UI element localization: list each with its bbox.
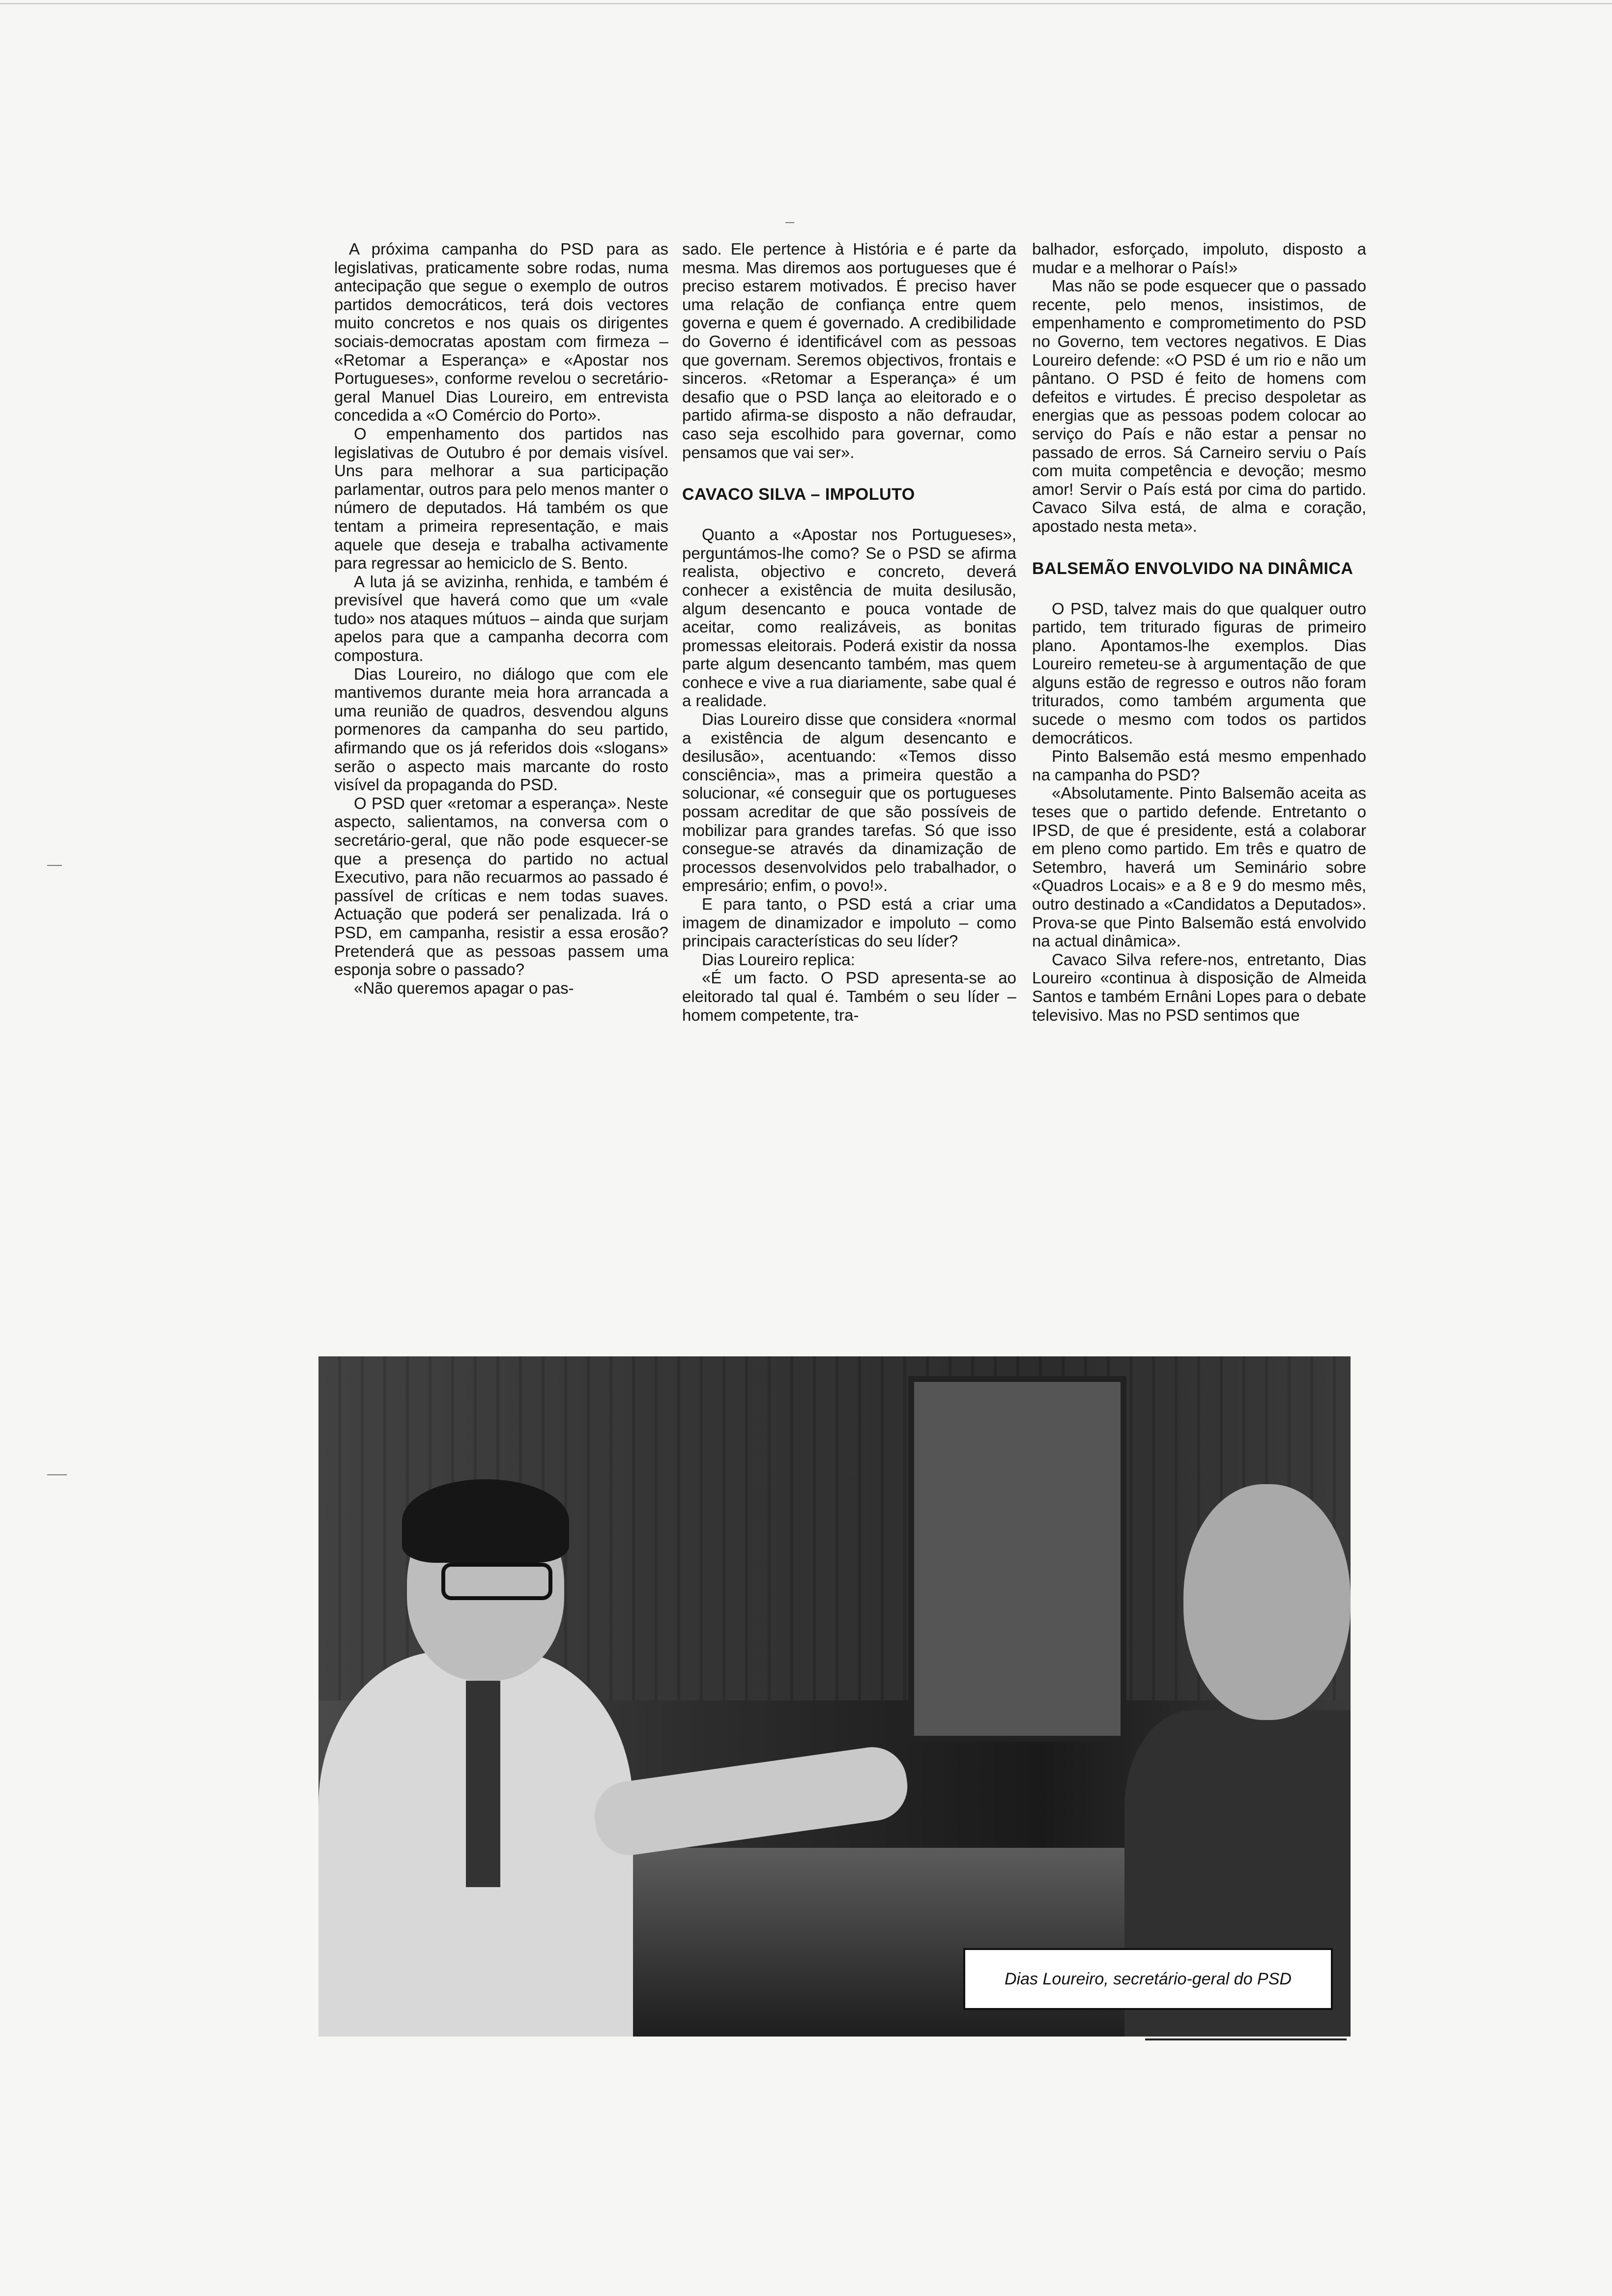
section-heading: BALSEMÃO ENVOLVIDO NA DINÂMICA (1032, 559, 1353, 578)
article-paragraph: «Absolutamente. Pinto Balsemão aceita as teses que o partido defende. Entretanto o IPSD, de que é presidente, está a colaborar em pleno como partido. Em três e quatro de Setembro, haverá um Seminário sobre «Quadros Locais» e a 8 e 9 do mesmo mês, outro destinado a «Candidatos a Deputados». Prova-se que Pinto Balsemão está envolvido na actual dinâmica». (1032, 784, 1366, 950)
article-column-3 (1032, 240, 1366, 1024)
article-column-2 (682, 240, 1016, 1024)
article-paragraph: Mas não se pode esquecer que o passado recente, pelo menos, insistimos, de empenhamento e comprometimento do PSD no Governo, tem vectores negativos. E Dias Loureiro defende: «O PSD é um rio e não um pântano. O PSD é feito de homens com defeitos e virtudes. É preciso despoletar as energias que as pessoas podem colocar ao serviço do País e não estar a pensar no passado de erros. Sá Carneiro serviu o País com muita competência e devoção; mesmo amor! Servir o País está por cima do partido. Cavaco Silva está, de alma e coração, apostado nesta meta». (1032, 277, 1366, 535)
photo-caption: Dias Loureiro, secretário-geral do PSD (963, 1948, 1333, 2010)
article-paragraph: O PSD, talvez mais do que qualquer outro partido, tem triturado figuras de primeiro plano. Apontamos-lhe exemplos. Dias Loureiro remeteu-se à argumentação de que alguns estão de regresso e outros não foram triturados, como também argumenta que sucede o mesmo com todos os partidos democráticos. (1032, 599, 1366, 747)
article-paragraph: E para tanto, o PSD está a criar uma imagem de dinamizador e impoluto – como principais características do seu líder? (682, 895, 1016, 950)
article-paragraph: O empenhamento dos partidos nas legislativas de Outubro é por demais visível. Uns para melhorar a sua participação parlamentar, outros para pelo menos manter o número de deputados. Há também os que tentam a primeira representação, e mais aquele que deseja e trabalha activamente para regressar ao hemiciclo de S. Bento. (334, 424, 668, 573)
article-paragraph: Quanto a «Apostar nos Portugueses», perguntámos-lhe como? Se o PSD se afirma realista, objectivo e concreto, deverá conhecer a existência de muita desilusão, algum desencanto e pouca vontade de aceitar, como realizáveis, as bonitas promessas eleitorais. Poderá existir da nossa parte algum desencanto também, mas quem conhece e vive a rua diariamente, sabe qual é a realidade. (682, 525, 1016, 710)
article-paragraph: A luta já se avizinha, renhida, e também é previsível que haverá como que um «vale tudo» nos ataques mútuos – ainda que surjam apelos para que a campanha decorra com compostura. (334, 572, 668, 665)
margin-mark (47, 865, 62, 866)
photo-person-right-head (1183, 1484, 1351, 1720)
photo-glasses (441, 1563, 552, 1600)
article-paragraph: Pinto Balsemão está mesmo empenhado na campanha do PSD? (1032, 747, 1366, 784)
article-paragraph: O PSD quer «retomar a esperança». Neste aspecto, salientamos, na conversa com o secretário-geral, que não pode esquecer-se que a presença do partido no actual Executivo, para não recuarmos ao passado é passível de críticas e nem todas suaves. Actuação que poderá ser penalizada. Irá o PSD, em campanha, resistir a essa erosão? Pretenderá que as pessoas passem uma esponja sobre o passado? (334, 794, 668, 979)
article-paragraph: «É um facto. O PSD apresenta-se ao eleitorado tal qual é. Também o seu líder – homem competente, tra- (682, 969, 1016, 1024)
article-paragraph: Cavaco Silva refere-nos, entretanto, Dias Loureiro «continua à disposição de Almeida Santos e também Ernâni Lopes para o debate televisivo. Mas no PSD sentimos que (1032, 950, 1366, 1024)
article-paragraph: sado. Ele pertence à História e é parte da mesma. Mas diremos aos portugueses que é preciso estarem motivados. É preciso haver uma relação de confiança entre quem governa e quem é governado. A credibilidade do Governo é identificável com as pessoas que governam. Seremos objectivos, frontais e sinceros. «Retomar a Esperança» é um desafio que o PSD lança ao eleitorado e o partido afirma-se disposto a não defraudar, caso seja escolhido para governar, como pensamos que vai ser». (682, 240, 1016, 461)
top-edge-rule (0, 3, 1612, 4)
article-paragraph: A próxima campanha do PSD para as legislativas, praticamente sobre rodas, numa antecipação que segue o exemplo de outros partidos democráticos, terá dois vectores muito concretos e nos quais os dirigentes sociais-democratas apostam com firmeza – «Retomar a Esperança» e «Apostar nos Portugueses», conforme revelou o secretário-geral Manuel Dias Loureiro, em entrevista concedida a «O Comércio do Porto». (334, 240, 668, 425)
photo-person-left-hair (402, 1479, 569, 1563)
section-heading: CAVACO SILVA – IMPOLUTO (682, 485, 915, 504)
photo-bottom-rule (1145, 2038, 1347, 2040)
article-paragraph: Dias Loureiro, no diálogo que com ele mantivemos durante meia hora arrancada a uma reunião de quadros, desvendou alguns pormenores da campanha do seu partido, afirmando que os já referidos dois «slogans» serão o aspecto mais marcante do rosto visível da propaganda do PSD. (334, 664, 668, 794)
margin-mark (47, 1474, 67, 1475)
article-paragraph: «Não queremos apagar o pas- (354, 978, 574, 997)
margin-mark (785, 222, 794, 223)
photo-person-left-tie (466, 1681, 500, 1887)
article-paragraph: Dias Loureiro disse que considera «normal a existência de algum desencanto e desilusão», acentuando: «Temos disso consciência», mas a primeira questão a solucionar, «é conseguir que os portugueses possam acreditar de que são possíveis de mobilizar para grandes tarefas. Só que isso consegue-se através da dinamização de processos desenvolvidos pelo trabalhador, o empresário; enfim, o povo!». (682, 710, 1016, 895)
article-paragraph: balhador, esforçado, impoluto, disposto a mudar e a melhorar o País!» (1032, 240, 1366, 277)
photo-door (908, 1376, 1126, 1742)
article-paragraph: Dias Loureiro replica: (702, 950, 855, 969)
article-column-1 (334, 240, 668, 997)
article-photo (318, 1356, 1351, 2037)
